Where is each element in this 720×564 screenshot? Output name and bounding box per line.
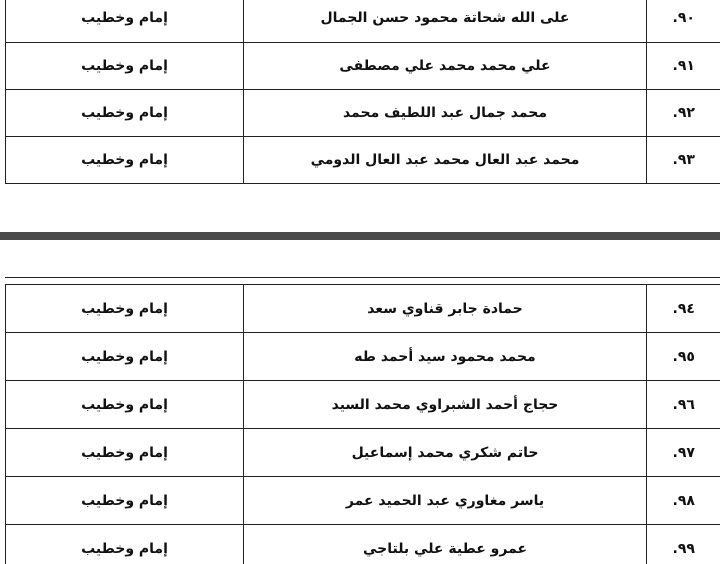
table-row (6, 525, 720, 564)
table-top-rule (5, 277, 720, 278)
name-cell: محمد محمود سيد أحمد طه (244, 333, 647, 381)
table-row (6, 429, 720, 477)
table-row (6, 136, 720, 183)
name-cell: ياسر مغاوري عبد الحميد عمر (244, 477, 647, 525)
role-cell: إمام وخطيب (6, 285, 244, 333)
name-cell: علي محمد محمد علي مصطفى (244, 42, 647, 89)
number-cell: .٩٢ (647, 89, 720, 136)
role-cell: إمام وخطيب (6, 381, 244, 429)
name-cell: حمادة جابر قناوي سعد (244, 285, 647, 333)
page-divider (0, 232, 720, 240)
number-cell: .٩٩ (647, 525, 720, 564)
role-cell: إمام وخطيب (6, 0, 244, 42)
role-cell: إمام وخطيب (6, 525, 244, 564)
table-row (6, 381, 720, 429)
number-cell: .٩١ (647, 42, 720, 89)
name-cell: عمرو عطية علي بلتاجي (244, 525, 647, 564)
name-cell: على الله شحاتة محمود حسن الجمال (244, 0, 647, 42)
number-cell: .٩٣ (647, 136, 720, 183)
table-row (6, 477, 720, 525)
role-cell: إمام وخطيب (6, 89, 244, 136)
role-cell: إمام وخطيب (6, 42, 244, 89)
number-cell: .٩٨ (647, 477, 720, 525)
imams-table-bottom (5, 284, 720, 564)
number-cell: .٩٦ (647, 381, 720, 429)
table-row (6, 89, 720, 136)
table-row (6, 333, 720, 381)
table-row (6, 42, 720, 89)
number-cell: .٩٤ (647, 285, 720, 333)
role-cell: إمام وخطيب (6, 333, 244, 381)
role-cell: إمام وخطيب (6, 136, 244, 183)
name-cell: محمد جمال عبد اللطيف محمد (244, 89, 647, 136)
role-cell: إمام وخطيب (6, 477, 244, 525)
name-cell: حاتم شكري محمد إسماعيل (244, 429, 647, 477)
role-cell: إمام وخطيب (6, 429, 244, 477)
name-cell: حجاج أحمد الشبراوي محمد السيد (244, 381, 647, 429)
number-cell: .٩٠ (647, 0, 720, 42)
number-cell: .٩٥ (647, 333, 720, 381)
table-row (6, 285, 720, 333)
name-cell: محمد عبد العال محمد عبد العال الدومي (244, 136, 647, 183)
table-row (6, 0, 720, 42)
number-cell: .٩٧ (647, 429, 720, 477)
imams-table-top (5, 0, 720, 184)
